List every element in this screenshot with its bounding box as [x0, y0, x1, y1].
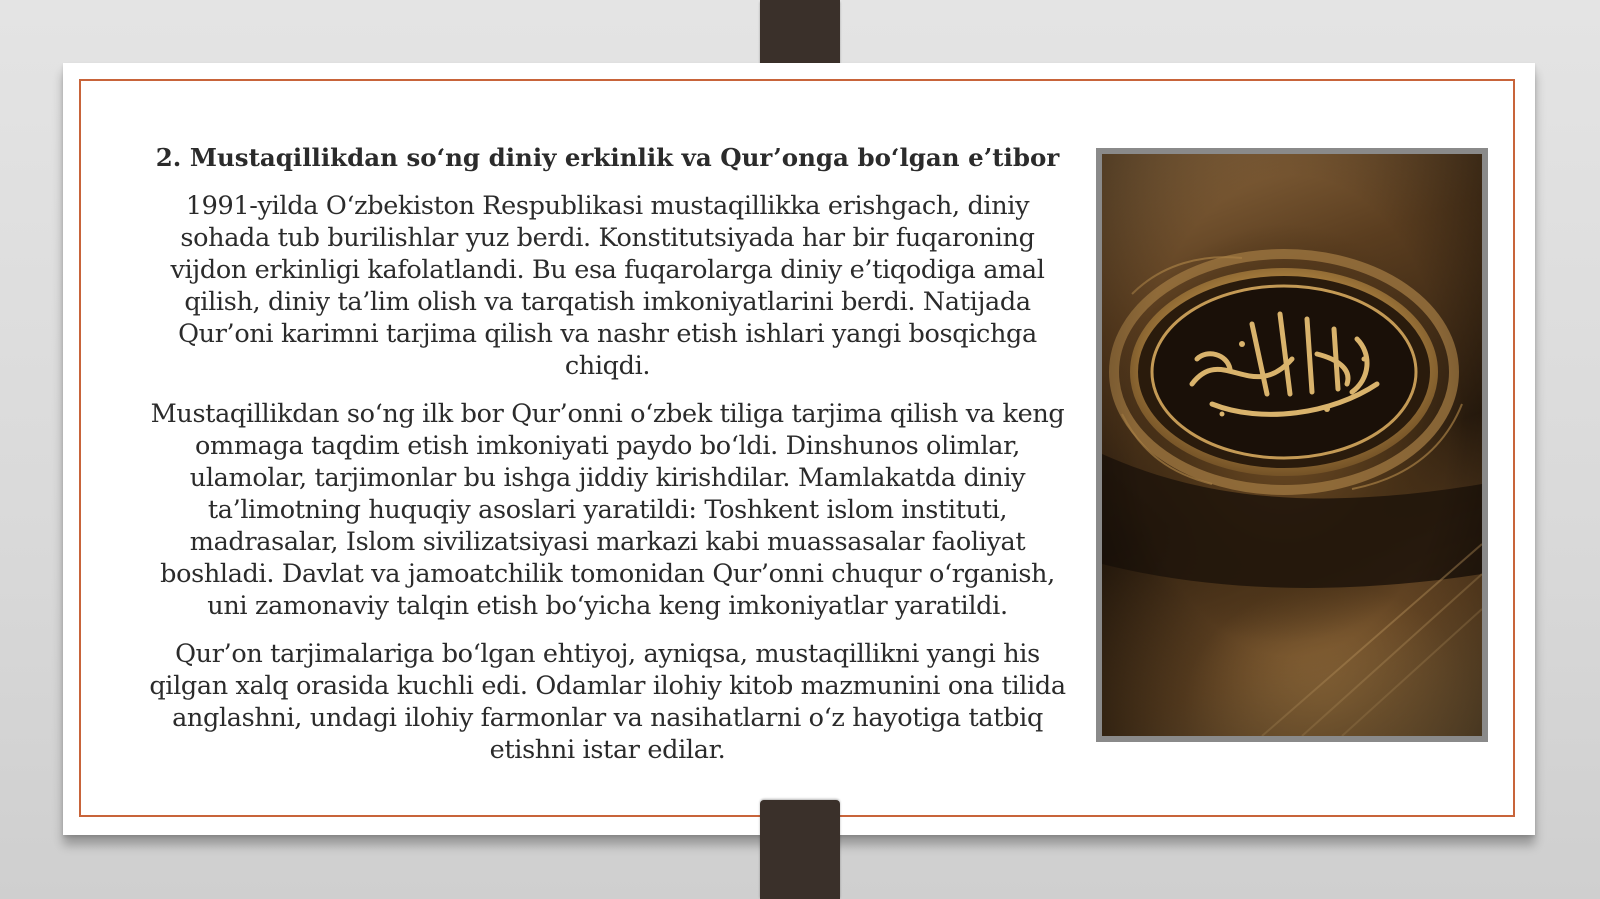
slide-text-column [145, 142, 1070, 782]
quran-cover-photo [1096, 148, 1488, 742]
quran-medallion-illustration [1102, 154, 1482, 736]
paragraph-1: 1991-yilda O‘zbekiston Respublikasi mustaqillikka erishgach, diniy sohada tub burilishlar yuz berdi. Konstitutsiyada har bir fuqaroning vijdon erkinligi kafolatlandi. Bu esa fuqarolarga diniy e’tiqodiga amal qilish, diniy ta’lim olish va tarqatish imkoniyatlarini berdi. Natijada Qur’oni karimni tarjima qilish va nashr etish ishlari yangi bosqichga chiqdi. [170, 190, 1045, 381]
paragraph-3: Qur’on tarjimalariga bo‘lgan ehtiyoj, ayniqsa, mustaqillikni yangi his qilgan xalq orasida kuchli edi. Odamlar ilohiy kitob mazmunini ona tilida anglashni, undagi ilohiy farmonlar va nasihatlarni o‘z hayotiga tatbiq etishni istar edilar. [149, 638, 1066, 765]
slide-heading: 2. Mustaqillikdan so‘ng diniy erkinlik va Qur’onga bo‘lgan e’tibor [155, 143, 1060, 172]
bottom-binder-tab [760, 800, 840, 899]
paragraph-2: Mustaqillikdan so‘ng ilk bor Qur’onni o‘zbek tiliga tarjima qilish va keng ommaga taqdim etish imkoniyati paydo bo‘ldi. Dinshunos olimlar, ulamolar, tarjimonlar bu ishga jiddiy kirishdilar. Mamlakatda diniy ta’limotning huquqiy asoslari yaratildi: Toshkent islom instituti, madrasalar, Islom sivilizatsiyasi markazi kabi muassasalar faoliyat boshladi. Davlat va jamoatchilik tomonidan Qur’onni chuqur o‘rganish, uni zamonaviy talqin etish bo‘yicha keng imkoniyatlar yaratildi. [150, 398, 1065, 621]
